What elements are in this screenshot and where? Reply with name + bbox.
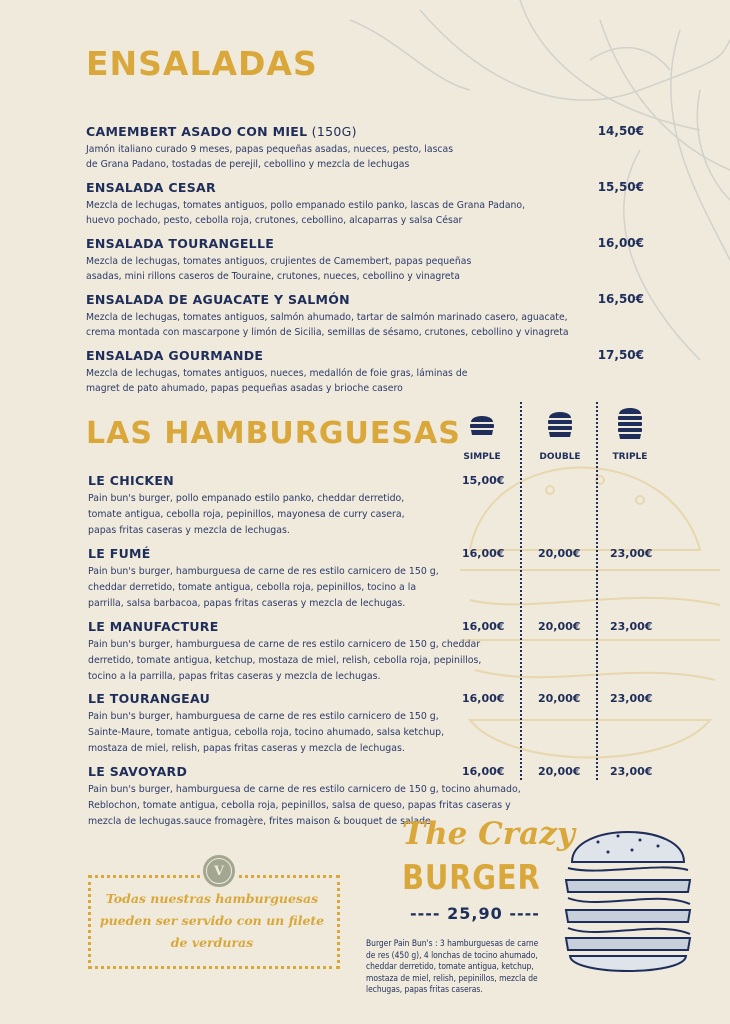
column-header-triple: TRIPLE bbox=[612, 452, 648, 462]
column-header-double: DOUBLE bbox=[539, 452, 581, 462]
column-divider bbox=[520, 402, 522, 780]
salad-price-tourangelle: 16,00€ bbox=[597, 236, 644, 250]
salad-desc-aguacate: Mezcla de lechugas, tomates antiguos, salmón ahumado, tartar de salmón marinado casero, aguacate, crema montada con mascarpone y limón de Sicilia, semillas de sésamo, crutones, cebollino y vinagreta bbox=[86, 312, 569, 338]
salad-name-aguacate: ENSALADA DE AGUACATE Y SALMÓN bbox=[86, 292, 350, 307]
burger-price-double: 20,00€ bbox=[538, 765, 581, 778]
salad-name-text: CAMEMBERT ASADO CON MIEL bbox=[86, 124, 308, 139]
column-header-simple: SIMPLE bbox=[463, 452, 501, 462]
veggie-badge-letter: V bbox=[206, 858, 232, 884]
salad-name-tourangelle: ENSALADA TOURANGELLE bbox=[86, 236, 275, 251]
burger-price-triple: 23,00€ bbox=[610, 547, 653, 560]
burger-desc-tourangeau: Pain bun's burger, hamburguesa de carne de res estilo carnicero de 150 g, Sainte-Maure, tomate antigua, cebolla roja, tocino ahumado, salsa ketchup, mostaza de miel, relish, papas fritas caseras y mezcla de lechugas. bbox=[88, 711, 445, 754]
background-burger-illustration bbox=[430, 400, 730, 820]
salad-desc-gourmande: Mezcla de lechugas, tomates antiguos, nueces, medallón de foie gras, láminas de magret de pato ahumado, papas pequeñas asadas y brioche casero bbox=[86, 368, 468, 394]
burger-name-fume: LE FUMÉ bbox=[88, 546, 151, 561]
crazy-burger-subtitle: BURGER bbox=[402, 858, 541, 898]
crazy-burger-desc: Burger Pain Bun's : 3 hamburguesas de carne de res (450 g), 4 lonchas de tocino ahumado, cheddar derretido, tomate antigua, ketchup, mostaza de miel, relish, pepinillos, mezcla de lechugas, papas fritas caseras. bbox=[366, 938, 539, 994]
salad-name-cesar: ENSALADA CESAR bbox=[86, 180, 216, 195]
burger-simple-icon bbox=[468, 412, 496, 438]
burger-name-chicken: LE CHICKEN bbox=[88, 473, 175, 488]
burger-name-manufacture: LE MANUFACTURE bbox=[88, 619, 219, 634]
salad-name-camembert bbox=[86, 124, 357, 139]
burger-name-tourangeau: LE TOURANGEAU bbox=[88, 691, 211, 706]
burger-price-triple: 23,00€ bbox=[610, 765, 653, 778]
burger-price-simple: 16,00€ bbox=[462, 765, 505, 778]
salad-price-gourmande: 17,50€ bbox=[597, 348, 644, 362]
burger-desc-fume: Pain bun's burger, hamburguesa de carne de res estilo carnicero de 150 g, cheddar derretido, tomate antigua, cebolla roja, pepinillos, tocino a la parrilla, salsa barbacoa, papas fritas caseras y mezcla de lechugas. bbox=[88, 566, 439, 609]
burger-desc-savoyard: Pain bun's burger, hamburguesa de carne de res estilo carnicero de 150 g, tocino ahumado, Reblochon, tomate antigua, cebolla roja, pepinillos, salsa de queso, papas fritas caseras y mezcla de lechugas.sauce fromagère, frites maison & bouquet de salade bbox=[88, 784, 521, 827]
burger-price-double: 20,00€ bbox=[538, 547, 581, 560]
crazy-burger-title: The Crazy bbox=[402, 816, 575, 852]
burger-name-savoyard: LE SAVOYARD bbox=[88, 764, 188, 779]
veggie-badge-icon bbox=[200, 852, 238, 890]
burger-price-triple: 23,00€ bbox=[610, 620, 653, 633]
veggie-note-text: Todas nuestras hamburguesas pueden ser servido con un filete de verduras bbox=[99, 891, 325, 950]
burger-desc-chicken: Pain bun's burger, pollo empanado estilo panko, cheddar derretido, tomate antigua, cebolla roja, pepinillos, mayonesa de curry casera, papas fritas caseras y mezcla de lechugas. bbox=[88, 493, 405, 536]
burger-price-double: 20,00€ bbox=[538, 620, 581, 633]
crazy-burger-price: ---- 25,90 ---- bbox=[410, 904, 540, 923]
ensaladas-title: ENSALADAS bbox=[86, 44, 318, 83]
salad-desc-camembert: Jamón italiano curado 9 meses, papas pequeñas asadas, nueces, pesto, lascas de Grana Padano, tostadas de perejil, cebollino y mezcla de lechugas bbox=[86, 144, 454, 170]
salad-price-cesar: 15,50€ bbox=[597, 180, 644, 194]
salad-price-aguacate: 16,50€ bbox=[597, 292, 644, 306]
burger-triple-icon bbox=[616, 404, 644, 442]
burger-price-double: 20,00€ bbox=[538, 692, 581, 705]
crazy-burger-illustration bbox=[558, 818, 698, 978]
salad-name-gourmande: ENSALADA GOURMANDE bbox=[86, 348, 264, 363]
column-divider bbox=[596, 402, 598, 780]
burger-double-icon bbox=[546, 408, 574, 440]
burger-price-simple: 16,00€ bbox=[462, 692, 505, 705]
burger-price-simple: 15,00€ bbox=[462, 474, 505, 487]
salad-desc-cesar: Mezcla de lechugas, tomates antiguos, pollo empanado estilo panko, lascas de Grana Padano, huevo pochado, pesto, cebolla roja, crutones, cebollino, alcaparras y salsa César bbox=[86, 200, 526, 226]
burger-price-triple: 23,00€ bbox=[610, 692, 653, 705]
salad-price-camembert: 14,50€ bbox=[597, 124, 644, 138]
hamburguesas-title: LAS HAMBURGUESAS bbox=[86, 416, 461, 451]
salad-desc-tourangelle: Mezcla de lechugas, tomates antiguos, crujientes de Camembert, papas pequeñas asadas, mini rillons caseros de Touraine, crutones, nueces, cebollino y vinagreta bbox=[86, 256, 472, 282]
salad-name-extra: (150G) bbox=[307, 124, 357, 139]
burger-price-simple: 16,00€ bbox=[462, 620, 505, 633]
burger-desc-manufacture: Pain bun's burger, hamburguesa de carne de res estilo carnicero de 150 g, cheddar derretido, tomate antigua, ketchup, mostaza de miel, relish, cebolla roja, pepinillos, tocino a la parrilla, papas fritas caseras y mezcla de lechugas. bbox=[88, 639, 482, 682]
burger-price-simple: 16,00€ bbox=[462, 547, 505, 560]
